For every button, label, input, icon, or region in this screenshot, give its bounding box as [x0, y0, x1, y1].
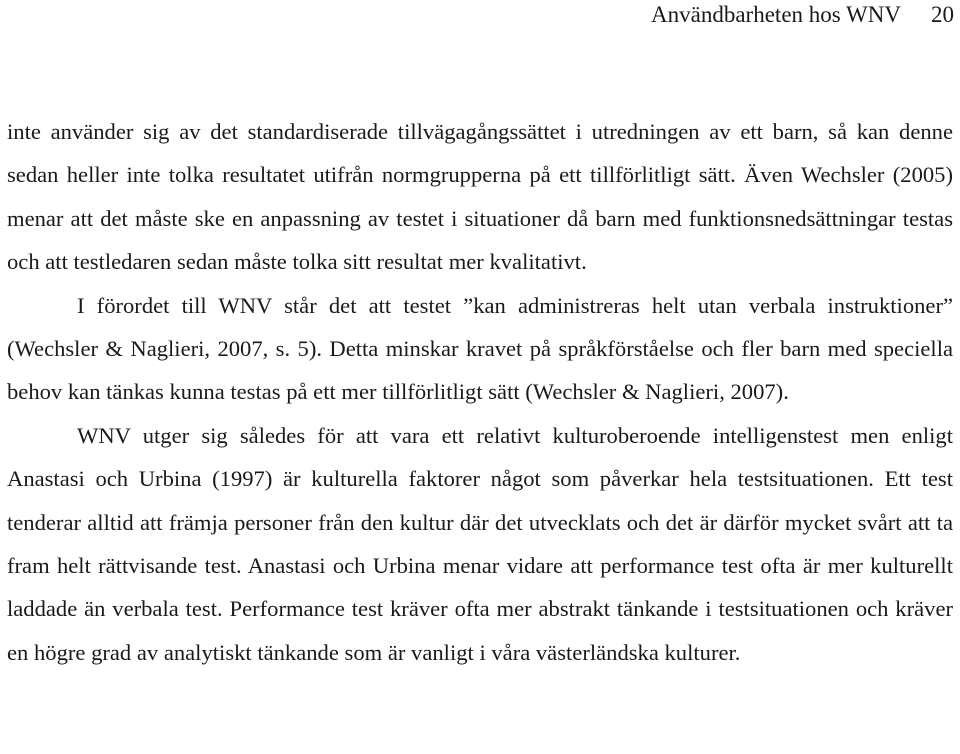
page-number: 20 — [931, 2, 954, 27]
paragraph: I förordet till WNV står det att testet ”kan administreras helt utan verbala instruktioner” (Wechsler & Naglieri, 2007, s. 5). Detta minskar kravet på språkförståelse och fler barn med speciella behov kan tänkas kunna testas på ett mer tillförlitligt sätt (Wechsler & Naglieri, 2007). — [7, 292, 953, 405]
running-title: Användbarheten hos WNV — [651, 2, 901, 27]
running-header — [651, 0, 954, 30]
paragraph: WNV utger sig således för att vara ett relativt kulturoberoende intelligenstest men enligt Anastasi och Urbina (1997) är kulturella faktorer något som påverkar hela testsituationen. Ett test tenderar alltid att främja personer från den kultur där det utvecklats och det är därför mycket svårt att ta fram helt rättvisande test. Anastasi och Urbina menar vidare att performance test ofta är mer kulturellt laddade än verbala test. Performance test kräver ofta mer abstrakt tänkande i testsituationen och kräver en högre grad av analytiskt tänkande som är vanligt i våra västerländska kulturer. — [7, 422, 953, 665]
body-text — [7, 110, 953, 674]
paragraph-continued: inte använder sig av det standardiserade tillvägagångssättet i utredningen av ett barn, så kan denne sedan heller inte tolka resultatet utifrån normgrupperna på ett tillförlitligt sätt. Även Wechsler (2005) menar att det måste ske en anpassning av testet i situationer då barn med funktionsnedsättningar testas och att testledaren sedan måste tolka sitt resultat mer kvalitativt. — [7, 119, 953, 275]
